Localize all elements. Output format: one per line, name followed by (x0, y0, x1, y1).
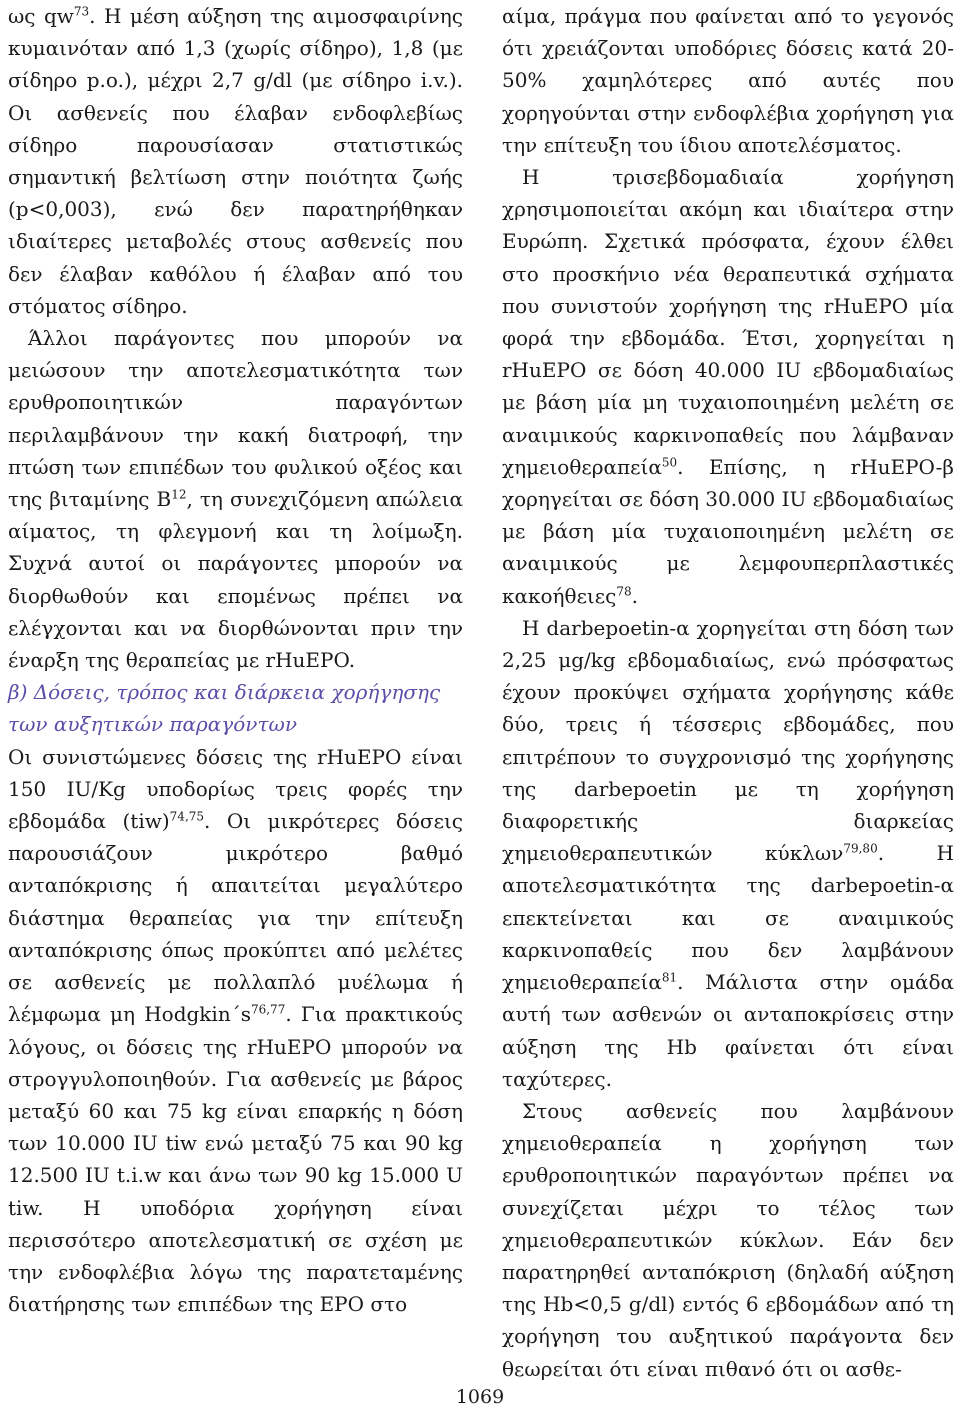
text-run: . Η μέση αύξηση της αιμοσφαιρίνης κυμαινόταν από 1,3 (χωρίς σίδηρο), 1,8 (με σίδηρο p.o.), μέχρι 2,7 g/dl (με σίδηρο i.v.). Οι ασθενείς που έλαβαν ενδοφλεβίως σίδηρο παρουσίασαν στατιστικώς σημαντική βελτίωση στην ποιότητα ζωής (p<0,003), ενώ δεν παρατηρήθηκαν ιδιαίτερες μεταβολές στους ασθενείς που δεν έλαβαν καθόλου ή έλαβαν από του στόματος σίδηρο. (8, 4, 463, 318)
text-run: Η darbepoetin-α χορηγείται στη δόση των 2,25 μg/kg εβδομαδιαίως, ενώ πρόσφατως έχουν προκύψει σχήματα χορήγησης κάθε δύο, τρεις ή τέσσερις εβδομάδες, που επιτρέπουν το συγχρονισμό της χορήγησης της darbepoetin με τη χορήγηση διαφορετικής διαρκείας χημειοθεραπευτικών κύκλων (502, 615, 954, 866)
paragraph (502, 612, 954, 1095)
text-run: ως qw (8, 4, 74, 28)
paragraph (8, 741, 463, 1321)
citation-superscript: 74,75 (169, 809, 205, 824)
paragraph (8, 322, 463, 676)
citation-superscript: 76,77 (250, 1002, 286, 1017)
text-run: Στους ασθενείς που λαμβάνουν χημειοθεραπεία η χορήγηση των ερυθροποιητικών παραγόντων πρέπει να συνεχίζεται μέχρι το τέλος των χημειοθεραπευτικών κύκλων. Εάν δεν παρατηρηθεί ανταπόκριση (δηλαδή αύξηση της Hb<0,5 g/dl) εντός 6 εβδομάδων από τη χορήγηση του αυξητικού παράγοντα δεν θεωρείται ότι είναι πιθανό ότι οι ασθε- (502, 1098, 954, 1381)
text-run: . Μάλιστα στην ομάδα αυτή των ασθενών οι ανταποκρίσεις στην αύξηση της Hb φαίνεται ότι είναι ταχύτερες. (502, 970, 954, 1091)
text-run: . Για πρακτικούς λόγους, οι δόσεις της rHuEPO μπορούν να στρογγυλοποιηθούν. Για ασθενείς με βάρος μεταξύ 60 και 75 kg είναι επαρκής η δόση των 10.000 IU tiw ενώ μεταξύ 75 και 90 kg 12.500 IU t.i.w και άνω των 90 kg 15.000 U tiw. Η υποδόρια χορήγηση είναι περισσότερο αποτελεσματική σε σχέση με την ενδοφλέβια λόγω της παρατεταμένης διατήρησης των επιπέδων της EPO στο (8, 1002, 464, 1317)
paragraph (502, 1095, 954, 1385)
text-run: αίμα, πράγμα που φαίνεται από το γεγονός ότι χρειάζονται υποδόριες δόσεις κατά 20-50% χαμηλότερες από αυτές που χορηγούνται στην ενδοφλέβια χορήγηση για την επίτευξη του ίδιου αποτελέσματος. (502, 4, 954, 157)
text-run: . (631, 583, 638, 608)
text-run: Άλλοι παράγοντες που μπορούν να μειώσουν την αποτελεσματικότητα των ερυθροποιητικών παραγόντων περιλαμβάνουν την κακή διατροφή, την πτώση των επιπέδων του φυλικού οξέος και της βιταμίνης Β (8, 326, 463, 512)
section-heading: β) Δόσεις, τρόπος και διάρκεια χορήγησης των αυξητικών παραγόντων (8, 680, 441, 737)
text-run: . Η αποτελεσματικότητα της darbepoetin-α επεκτείνεται και σε αναιμικούς καρκινοπαθείς που δεν λαμβάνουν χημειοθεραπεία (502, 841, 954, 995)
citation-superscript: 79,80 (843, 841, 878, 856)
citation-superscript: 73 (73, 4, 90, 19)
citation-superscript: 78 (616, 584, 632, 598)
paragraph (502, 0, 954, 161)
text-run: Η τρισεβδομαδιαία χορήγηση χρησιμοποιείται ακόμη και ιδιαίτερα στην Ευρώπη. Σχετικά πρόσφατα, έχουν έλθει στο προσκήνιο νέα θεραπευτικά σχήματα που συνιστούν χορήγηση της rHuEPO μία φορά την εβδομάδα. Έτσι, χορηγείται η rHuEPO σε δόση 40.000 IU εβδομαδιαίως με βάση μία μη τυχαιοποιημένη μελέτη σε αναιμικούς καρκινοπαθείς που λάμβαναν χημειοθεραπεία (502, 165, 954, 479)
citation-superscript: 81 (661, 970, 678, 985)
page-number: 1069 (455, 1386, 505, 1408)
paragraph (502, 161, 954, 612)
paragraph (8, 0, 463, 322)
text-run: , τη συνεχιζόμενη απώλεια αίματος, τη φλεγμονή και τη λοίμωξη. Συχνά αυτοί οι παράγοντες μπορούν να διορθωθούν και επομένως πρέπει να ελέγχονται και να διορθώνονται πριν την έναρξη της θεραπείας με rHuEPO. (8, 487, 463, 673)
right-column (502, 0, 954, 1385)
text-run: . Οι μικρότερες δόσεις παρουσιάζουν μικρότερο βαθμό ανταπόκρισης ή απαιτείται μεγαλύτερο διάστημα θεραπείας για την επίτευξη ανταπόκρισης όπως προκύπτει από μελέτες σε ασθενείς με πολλαπλό μυέλωμα ή λέμφωμα μη Hodgkin΄s (8, 809, 463, 1027)
left-column (8, 0, 463, 1320)
text-run: Οι συνιστώμενες δόσεις της rHuEPO είναι 150 IU/Kg υποδορίως τρεις φορές την εβδομάδα (tiw) (8, 744, 463, 834)
citation-superscript: 50 (661, 455, 678, 470)
subscript-number: 12 (171, 487, 187, 502)
text-run: . Επίσης, η rHuEPO-β χορηγείται σε δόση 30.000 IU εβδομαδιαίως με βάση μία τυχαιοποιημένη μελέτη σε αναιμικούς με λεμφουπερπλαστικές κακοήθειες (502, 454, 954, 608)
